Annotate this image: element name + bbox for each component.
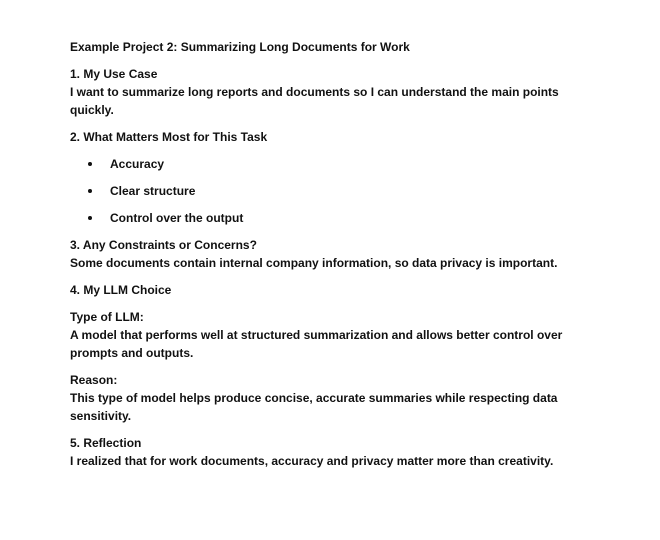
- section-heading-constraints: 3. Any Constraints or Concerns?: [70, 238, 257, 252]
- reflection-text: I realized that for work documents, accuracy and privacy matter more than creativity.: [70, 454, 554, 468]
- bullet-icon: [88, 216, 92, 220]
- reason-text: This type of model helps produce concise, accurate summaries while respecting data sensitivity.: [70, 391, 558, 423]
- use-case-text: I want to summarize long reports and documents so I can understand the main points quickly.: [70, 85, 559, 117]
- list-item-label: Accuracy: [110, 157, 165, 171]
- document-title: Example Project 2: Summarizing Long Documents for Work: [70, 40, 410, 54]
- bullet-icon: [88, 189, 92, 193]
- section-heading-reflection: 5. Reflection: [70, 436, 142, 450]
- list-item-label: Clear structure: [110, 184, 196, 198]
- section-heading-llm-choice: 4. My LLM Choice: [70, 283, 172, 297]
- priorities-list: [70, 155, 600, 227]
- section-heading-what-matters: 2. What Matters Most for This Task: [70, 130, 268, 144]
- list-item-label: Control over the output: [110, 211, 244, 225]
- bullet-icon: [88, 162, 92, 166]
- reason-label: Reason:: [70, 373, 118, 387]
- llm-type-label: Type of LLM:: [70, 310, 144, 324]
- list-item: [70, 182, 600, 200]
- list-item: [70, 155, 600, 173]
- llm-type-text: A model that performs well at structured summarization and allows better control over prompts and outputs.: [70, 328, 563, 360]
- list-item: [70, 209, 600, 227]
- section-heading-use-case: 1. My Use Case: [70, 67, 158, 81]
- constraints-text: Some documents contain internal company information, so data privacy is important.: [70, 256, 558, 270]
- document: [70, 38, 600, 470]
